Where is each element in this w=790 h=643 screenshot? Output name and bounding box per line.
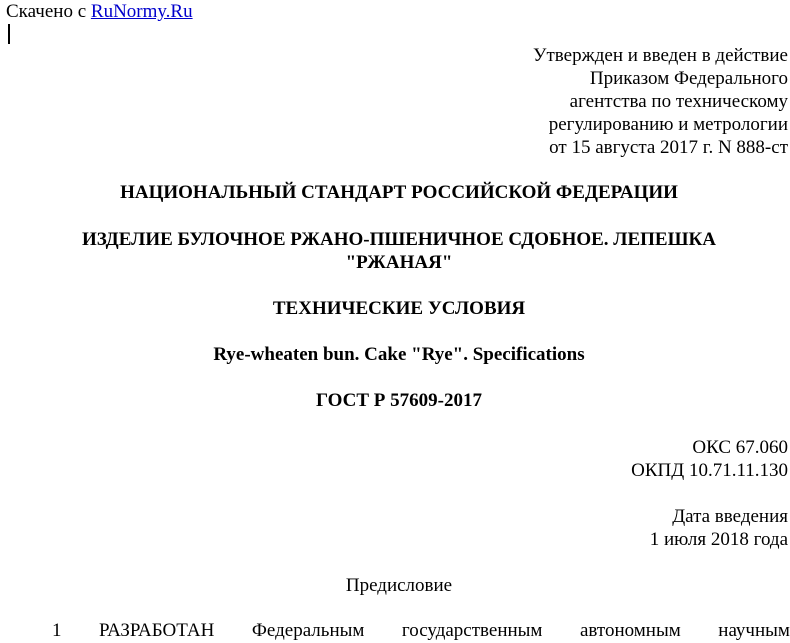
approval-block (533, 44, 788, 159)
paragraph-word: автономным (579, 620, 681, 641)
approval-line: агентства по техническому (569, 91, 788, 112)
approval-line: от 15 августа 2017 г. N 888-ст (549, 137, 788, 158)
product-title-line2: "РЖАНАЯ" (345, 252, 453, 273)
paragraph-word: научным (718, 620, 790, 641)
approval-line: Утвержден и введен в действие (533, 45, 788, 66)
approval-line: регулированию и метрологии (548, 114, 788, 135)
paragraph-word: государственным (401, 620, 543, 641)
intro-date-value: 1 июля 2018 года (649, 529, 788, 550)
paragraph-word: РАЗРАБОТАН (99, 620, 215, 641)
gost-number: ГОСТ Р 57609-2017 (316, 390, 482, 411)
text-cursor (8, 24, 10, 44)
intro-date-block (650, 505, 788, 551)
english-title: Rye-wheaten bun. Cake "Rye". Specifications (213, 344, 585, 365)
approval-line: Приказом Федерального (589, 68, 788, 89)
standard-type-title: НАЦИОНАЛЬНЫЙ СТАНДАРТ РОССИЙСКОЙ ФЕДЕРАЦИИ (120, 182, 678, 203)
runormy-link[interactable]: RuNormy.Ru (90, 1, 193, 22)
preface-paragraph-1 (0, 619, 790, 643)
oks-code: ОКС 67.060 (692, 437, 788, 458)
product-title-line1: ИЗДЕЛИЕ БУЛОЧНОЕ РЖАНО-ПШЕНИЧНОЕ СДОБНОЕ. ЛЕПЕШКА (82, 229, 716, 250)
download-source-label: Скачено с (6, 1, 91, 22)
download-source-line (6, 0, 193, 24)
paragraph-word: Федеральным (251, 620, 365, 641)
classifier-block (631, 436, 788, 482)
conditions-title: ТЕХНИЧЕСКИЕ УСЛОВИЯ (272, 298, 526, 319)
preface-heading: Предисловие (345, 575, 453, 596)
paragraph-number: 1 (52, 620, 62, 641)
okpd-code: ОКПД 10.71.11.130 (631, 460, 788, 481)
product-title (0, 228, 790, 274)
intro-date-label: Дата введения (672, 506, 788, 527)
